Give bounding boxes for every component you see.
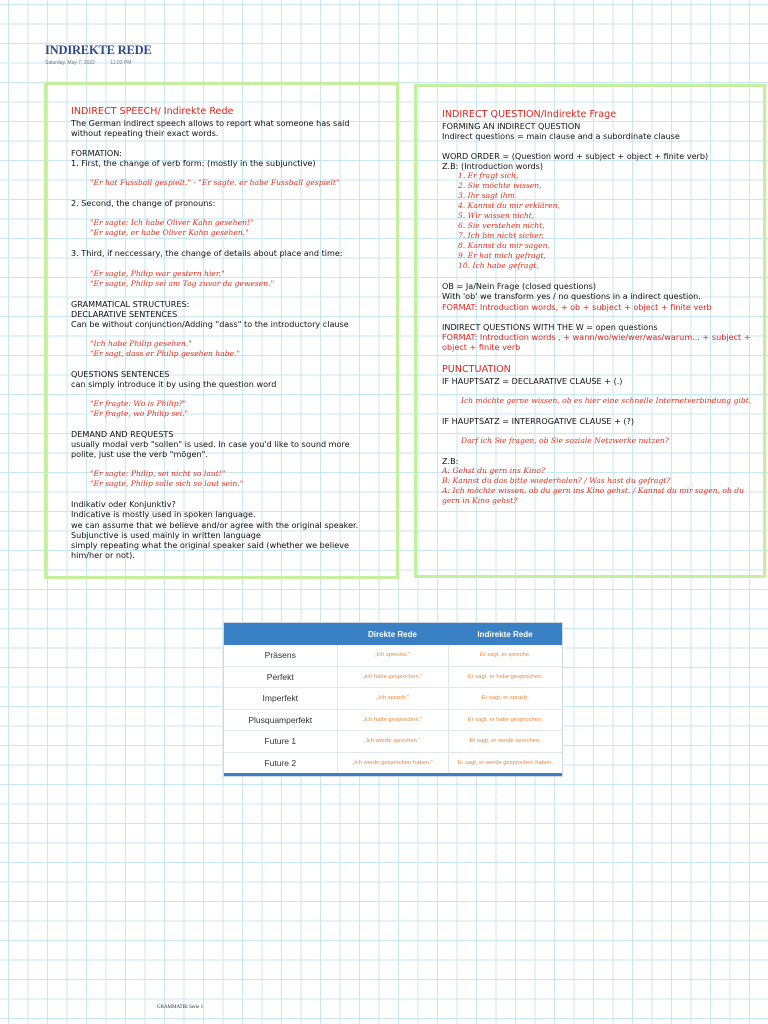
tense-cell: Präsens [224, 645, 337, 666]
example-2a: "Er sagte: Ich habe Oliver Kahn gesehen!" [90, 218, 254, 228]
indirekte-cell: Er sagt, er habe gesprochen. [448, 666, 562, 688]
list-item: 6. Sie verstehen nicht, [458, 221, 545, 231]
date-text: Saturday, May 7, 2022 [45, 60, 95, 66]
example-4b: "Er sagt, dass er Philip gesehen habe." [90, 348, 241, 358]
hauptsatz-declarative: IF HAUPTSATZ = DECLARATIVE CLAUSE + (.) [442, 375, 623, 386]
w-format: FORMAT: Introduction words , + wann/wo/wie/wer/was/warum... + subject + object + finite verb [442, 331, 751, 352]
table-header-tense [224, 623, 337, 645]
time-text: 11:03 PM [110, 60, 132, 66]
list-item: 9. Er hat mich gefragt, [458, 251, 546, 261]
formation-heading: FORMATION: [71, 148, 123, 159]
list-item: 3. Ihr sagt ihm [458, 191, 515, 201]
w-questions-heading: INDIRECT QUESTIONS WITH THE W = open questions [442, 321, 658, 332]
direkte-cell: „Ich hatte gesprochen." [337, 709, 448, 731]
example-3b: "Er sagte, Philip sei am Tag zuvor da gewesen." [90, 278, 275, 288]
step-2: 2. Second, the change of pronouns: [71, 198, 216, 209]
page-footer: GRAMMATIK Serie 1 [157, 1005, 204, 1010]
indirekte-cell: Er sagt, er sprach. [448, 688, 562, 710]
declarative-heading: DECLARATIVE SENTENCES [71, 308, 178, 319]
date-line [45, 60, 131, 66]
ob-heading: OB = Ja/Nein Frage (closed questions) [442, 281, 597, 292]
dialogue-a1: A: Gehst du gern ins Kino? [442, 466, 545, 476]
indirekte-cell: Er sagt, er spreche. [448, 645, 562, 666]
table-row [224, 709, 562, 731]
indirekte-cell: Er sagt, er werde gesprochen haben. [448, 752, 562, 775]
table-row [224, 731, 562, 753]
example-3a: "Er sagte, Philip war gestern hier." [90, 268, 225, 278]
forming-desc: Indirect questions = main clause and a subordinate clause [442, 131, 680, 142]
tense-cell: Plusquamperfekt [224, 709, 337, 731]
step-1: 1. First, the change of verb form: (mostly in the subjunctive) [71, 158, 316, 169]
introduction-words-list [442, 171, 755, 271]
example-6b: "Er sagte, Philip solle sich so laut sein." [90, 479, 244, 489]
word-order: WORD ORDER = (Question word + subject + object + finite verb) [442, 151, 709, 162]
direkte-cell: „Ich habe gesprochen." [337, 666, 448, 688]
direkte-cell: „Ich spreche." [337, 645, 448, 666]
tense-cell: Future 1 [224, 731, 337, 753]
indikativ-line-1: Indicative is mostly used in spoken language. [71, 509, 256, 520]
panel-heading: INDIRECT QUESTION/Indirekte Frage [442, 109, 617, 120]
demand-desc: usually modal verb "sollen" is used. In case you'd like to sound more polite, just use the verb "mögen". [71, 439, 350, 460]
punctuation-heading: PUNCTUATION [442, 363, 511, 375]
list-item: 2. Sie möchte wissen, [458, 181, 542, 191]
indikativ-konjunktiv-heading: Indikativ oder Konjunktiv? [71, 499, 176, 510]
hauptsatz-interrogative-example: Darf ich Sie fragen, ob Sie soziale Netzwerke nutzen? [461, 436, 669, 446]
table-header-indirekte: Indirekte Rede [448, 623, 562, 645]
panel-heading: INDIRECT SPEECH/ Indirekte Rede [71, 106, 234, 117]
questions-heading: QUESTIONS SENTENCES [71, 368, 170, 379]
page-title: INDIREKTE REDE [45, 43, 152, 57]
dialogue-a2: A: Ich möchte wissen, ob du gern ins Kino gehst. / Kannst du mir sagen, ob du gern in Kino gehst? [442, 486, 745, 506]
indirect-question-panel [414, 84, 766, 578]
table-row [224, 645, 562, 666]
example-6a: "Er sagte: Philip, sei nicht so laut!" [90, 469, 226, 479]
direkte-cell: „Ich werde sprechen." [337, 731, 448, 753]
declarative-desc: Can be without conjunction/Adding "dass" to the introductory clause [71, 318, 349, 329]
indirekte-cell: Er sagt, er werde sprechen. [448, 731, 562, 753]
ob-format: FORMAT: Introduction words, + ob + subject + object + finite verb [442, 301, 712, 312]
list-item: 7. Ich bin nicht sicher, [458, 231, 544, 241]
indirekte-cell: Er sagt, er hatte gesprochen. [448, 709, 562, 731]
tense-cell: Future 2 [224, 752, 337, 775]
direkte-cell: „Ich sprach." [337, 688, 448, 710]
example-5b: "Er fragte, wo Philip sei." [90, 409, 189, 419]
zb2-heading: Z.B: [442, 456, 459, 467]
list-item: 1. Er fragt sich, [458, 171, 519, 181]
forming-heading: FORMING AN INDIRECT QUESTION [442, 121, 581, 131]
tense-cell: Imperfekt [224, 688, 337, 710]
table-row [224, 688, 562, 710]
direkte-cell: „Ich werde gesprochen haben." [337, 752, 448, 775]
example-4a: "Ich habe Philip gesehen." [90, 338, 192, 348]
konjunktiv-line-1: Subjunctive is used mainly in written language [71, 529, 261, 540]
questions-desc: can simply introduce it by using the question word [71, 378, 277, 389]
tense-cell: Perfekt [224, 666, 337, 688]
list-item: 4. Kannst du mir erklären, [458, 201, 560, 211]
example-2b: "Er sagte, er habe Oliver Kahn gesehen." [90, 228, 249, 238]
list-item: 5. Wir wissen nicht, [458, 211, 535, 221]
hauptsatz-interrogative: IF HAUPTSATZ = INTERROGATIVE CLAUSE + (?) [442, 416, 635, 427]
hauptsatz-declarative-example: Ich möchte gerne wissen, ob es hier eine schnelle Internetverbindung gibt. [461, 396, 752, 406]
step-3: 3. Third, if neccessary, the change of details about place and time: [71, 248, 343, 259]
indikativ-line-2: we can assume that we believe and/or agree with the original speaker. [71, 519, 359, 530]
zb-heading: Z.B: (Introduction words) [442, 161, 543, 172]
intro-text: The German indirect speech allows to report what someone has said without repeating their exact words. [71, 118, 350, 139]
list-item: 8. Kannst du mir sagen, [458, 241, 550, 251]
dialogue-b1: B: Kannst du das bitte wiederholen? / Was hast du gefragt? [442, 476, 671, 486]
list-item: 10. Ich habe gefragt, [458, 261, 539, 271]
example-1: "Er hat Fussball gespielt." - "Er sagte, er habe Fussball gespielt" [90, 178, 340, 188]
table-header-row [224, 623, 562, 645]
demand-heading: DEMAND AND REQUESTS [71, 429, 174, 440]
table-row [224, 752, 562, 775]
tense-comparison-table [224, 623, 562, 776]
table-header-direkte: Direkte Rede [337, 623, 448, 645]
indirect-speech-panel [44, 82, 399, 579]
konjunktiv-line-2: simply repeating what the original speaker said (whether we believe him/her or not). [71, 539, 350, 560]
grammatical-structures-heading: GRAMMATICAL STRUCTURES: [71, 298, 190, 309]
example-5a: "Er fragte: Wo is Philip?" [90, 399, 187, 409]
table-row [224, 666, 562, 688]
ob-desc: With 'ob' we transform yes / no questions in a indirect question. [442, 291, 701, 302]
